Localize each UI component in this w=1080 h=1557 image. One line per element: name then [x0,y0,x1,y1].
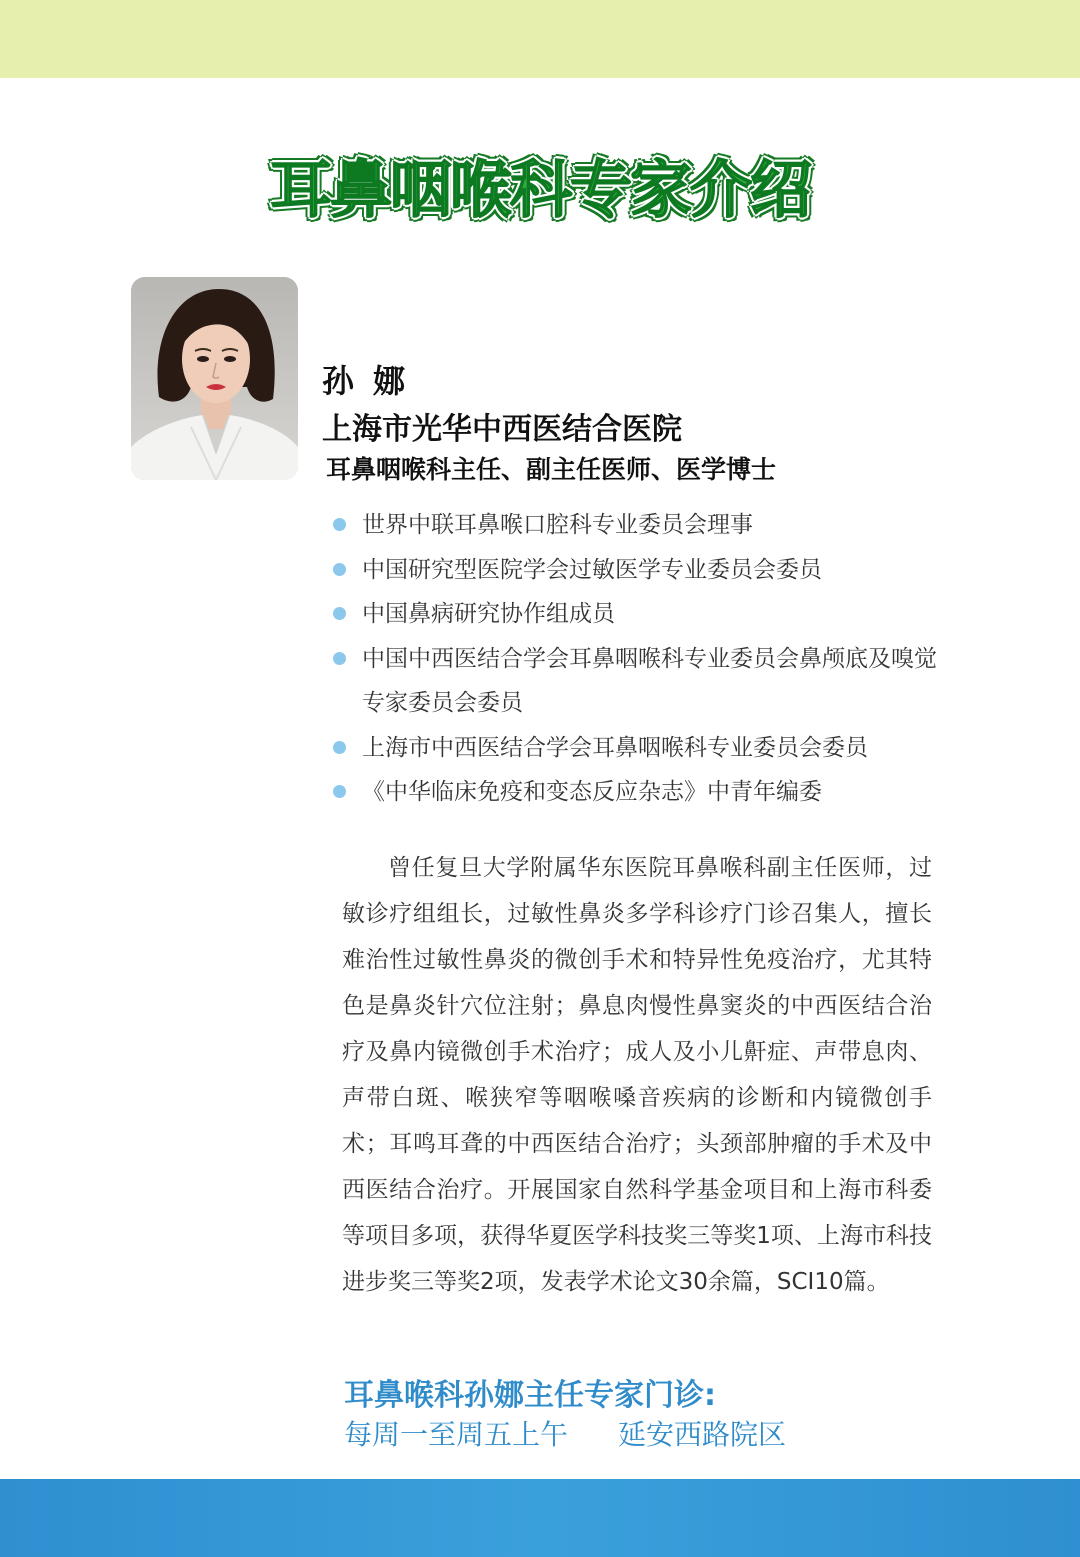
list-item: 中国研究型医院学会过敏医学专业委员会委员 [330,548,950,593]
bottom-decorative-band [0,1479,1080,1557]
bullet-icon [333,741,346,754]
hospital-name: 上海市光华中西医结合医院 [322,412,682,447]
doctor-titles: 耳鼻咽喉科主任、副主任医师、医学博士 [326,455,777,484]
clinic-schedule [344,1413,786,1453]
doctor-biography: 曾任复旦大学附属华东医院耳鼻喉科副主任医师，过敏诊疗组组长，过敏性鼻炎多学科诊疗门诊召集人，擅长难治性过敏性鼻炎的微创手术和特异性免疫治疗，尤其特色是鼻炎针穴位注射；鼻息肉慢性鼻窦炎的中西医结合治疗及鼻内镜微创手术治疗；成人及小儿鼾症、声带息肉、声带白斑、喉狭窄等咽喉嗓音疾病的诊断和内镜微创手术；耳鸣耳聋的中西医结合治疗；头颈部肿瘤的手术及中西医结合治疗。开展国家自然科学基金项目和上海市科委等项目多项，获得华夏医学科技奖三等奖1项、上海市科技进步奖三等奖2项，发表学术论文30余篇，SCI10篇。 [342,855,932,1295]
roles-list [330,503,950,815]
doctor-name: 孙 娜 [322,362,410,400]
clinic-title: 耳鼻喉科孙娜主任专家门诊: [344,1378,716,1413]
bullet-icon [333,652,346,665]
list-item: 世界中联耳鼻喉口腔科专业委员会理事 [330,503,950,548]
list-item: 中国鼻病研究协作组成员 [330,592,950,637]
clinic-location: 延安西路院区 [618,1418,787,1451]
list-item: 中国中西医结合学会耳鼻咽喉科专业委员会鼻颅底及嗅觉专家委员会委员 [330,637,950,726]
list-item: 上海市中西医结合学会耳鼻咽喉科专业委员会委员 [330,726,950,771]
doctor-portrait [131,277,298,480]
bullet-icon [333,607,346,620]
bullet-icon [333,785,346,798]
page-title: 耳鼻咽喉科专家介绍 [269,153,810,226]
bullet-icon [333,518,346,531]
bullet-icon [333,563,346,576]
clinic-time: 每周一至周五上午 [344,1418,569,1451]
top-decorative-band [0,0,1080,78]
list-item: 《中华临床免疫和变态反应杂志》中青年编委 [330,770,950,815]
